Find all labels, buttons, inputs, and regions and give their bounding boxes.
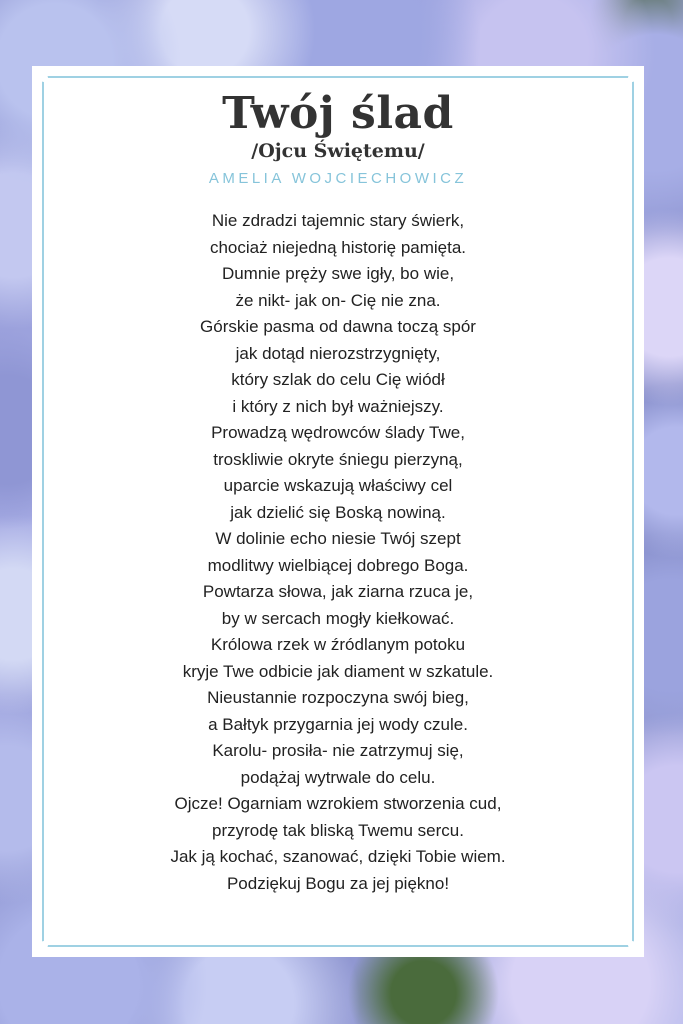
poem-line: Nieustannie rozpoczyna swój bieg,	[207, 688, 469, 707]
poem-line: Królowa rzek w źródlanym potoku	[210, 635, 466, 654]
corner-notch	[628, 74, 636, 82]
poem-line: a Bałtyk przygarnia jej wody czule.	[208, 714, 468, 734]
poem-line: chociaż niejedną historię pamięta.	[209, 237, 467, 257]
poem-line: uparcie wskazują właściwy cel	[223, 476, 453, 495]
poem-line: Karolu- prosiła- nie zatrzymuj się,	[212, 741, 464, 760]
poem-line: jak dotąd nierozstrzygnięty,	[235, 343, 441, 363]
poem-line: który szlak do celu Cię wiódł	[231, 370, 445, 389]
poem-line: Ojcze! Ogarniam wzrokiem stworzenia cud,	[174, 794, 502, 813]
poem-line: i który z nich był ważniejszy.	[232, 396, 444, 416]
poem-body	[32, 208, 644, 897]
poem-line: troskliwie okryte śniegu pierzyną,	[213, 449, 463, 469]
poem-line: Podziękuj Bogu za jej piękno!	[226, 873, 450, 893]
poem-line: podążaj wytrwale do celu.	[240, 767, 436, 787]
poem-line: kryje Twe odbicie jak diament w szkatule.	[182, 661, 494, 681]
corner-notch	[628, 941, 636, 949]
corner-notch	[40, 74, 48, 82]
poem-line: W dolinie echo niesie Twój szept	[215, 529, 461, 548]
poem-line: Powtarza słowa, jak ziarna rzuca je,	[202, 582, 474, 601]
poem-line: modlitwy wielbiącej dobrego Boga.	[207, 555, 469, 575]
poem-title: Twój ślad	[222, 88, 454, 139]
poem-line: by w sercach mogły kiełkować.	[221, 608, 455, 628]
corner-notch	[40, 941, 48, 949]
poem-card	[32, 66, 644, 957]
poem-line: Nie zdradzi tajemnic stary świerk,	[211, 211, 465, 230]
poem-line: Dumnie pręży swe igły, bo wie,	[221, 264, 455, 283]
poem-line: że nikt- jak on- Cię nie zna.	[235, 290, 441, 310]
poem-line: Prowadzą wędrowców ślady Twe,	[211, 423, 465, 442]
poem-author: AMELIA WOJCIECHOWICZ	[208, 170, 468, 187]
poem-dedication: /Ojcu Świętemu/	[251, 140, 425, 162]
poem-line: Górskie pasma od dawna toczą spór	[200, 317, 476, 336]
poem-line: Jak ją kochać, szanować, dzięki Tobie wiem.	[170, 847, 506, 866]
poem-line: jak dzielić się Boską nowiną.	[230, 502, 446, 522]
poem-line: przyrodę tak bliską Twemu sercu.	[212, 820, 464, 840]
